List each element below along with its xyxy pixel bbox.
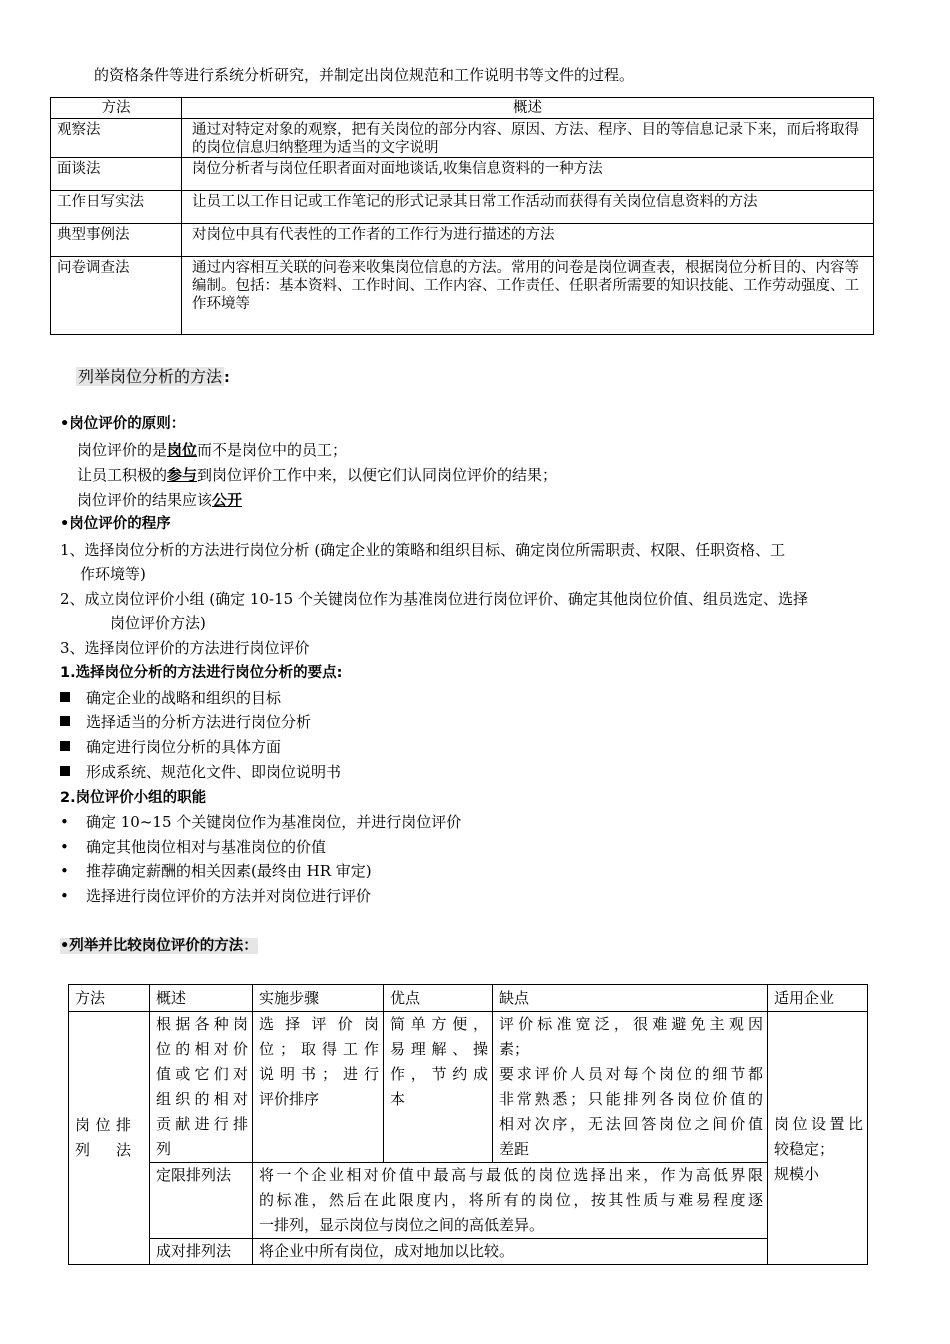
table-header-method: 方法 <box>51 98 182 119</box>
principle-3-a: 岗位评价的结果应该 <box>77 491 213 509</box>
table-row <box>69 1163 868 1239</box>
list-item-text: 确定 10~15 个关键岗位作为基准岗位，并进行岗位评价 <box>86 813 462 831</box>
list-item <box>60 688 281 708</box>
list-item-text: 确定进行岗位分析的具体方面 <box>86 738 282 756</box>
cell-line: 评价排序 <box>259 1090 320 1108</box>
bullet-dot-icon: • <box>60 838 69 856</box>
cell-line: 值或它们对 <box>156 1065 248 1083</box>
sub-method-desc <box>253 1163 768 1239</box>
table-row <box>51 119 874 158</box>
cell-line: 较稳定； <box>774 1140 835 1158</box>
table-row <box>51 257 874 335</box>
intro-text: 的资格条件等进行系统分析研究，并制定出岗位规范和工作说明书等文件的过程。 <box>94 66 635 84</box>
overview-cell <box>150 1012 253 1163</box>
col-header-overview: 概述 <box>150 985 253 1012</box>
principle-3-key: 公开 <box>212 491 243 509</box>
col-header-fit: 适用企业 <box>768 985 868 1012</box>
method-desc: 通过内容相互关联的问卷来收集岗位信息的方法。常用的问卷是岗位调查表，根据岗位分析目的、内容等编制。包括：基本资料、工作时间、工作内容、工作责任、任职者所需要的知识技能、工作劳动强度、工作环境等 <box>182 257 874 335</box>
list-item <box>60 762 341 782</box>
procedure-step-3: 3、选择岗位评价的方法进行岗位评价 <box>60 639 310 657</box>
method-desc: 通过对特定对象的观察，把有关岗位的部分内容、原因、方法、程序、目的等信息记录下来，而后将取得的岗位信息归纳整理为适当的文字说明 <box>182 119 874 158</box>
bullet-dot-icon: • <box>60 887 69 905</box>
cell-line: 组织的相对 <box>156 1090 248 1108</box>
principle-1-a: 岗位评价的是 <box>77 441 168 459</box>
cell-line: 作，节约成 <box>390 1065 488 1083</box>
cell-line: 将一个企业相对价值中最高与最低的岗位选择出来，作为高低界限 <box>259 1166 763 1184</box>
procedure-step-2: 2、成立岗位评价小组 (确定 10-15 个关键岗位作为基准岗位进行岗位评价、确定其他岗位价值、组员选定、选择 <box>60 590 808 608</box>
table-row <box>51 158 874 191</box>
method-name: 典型事例法 <box>51 224 182 257</box>
compare-heading-text: •列举并比较岗位评价的方法： <box>60 938 258 954</box>
col-header-pros: 优点 <box>384 985 493 1012</box>
list-item-text: 确定企业的战略和组织的目标 <box>86 689 282 707</box>
cell-line: 要求评价人员对每个岗位的细节都 <box>499 1065 763 1083</box>
method-desc: 岗位分析者与岗位任职者面对面地谈话,收集信息资料的一种方法 <box>182 158 874 191</box>
list-methods-heading-colon: : <box>224 370 230 386</box>
square-bullet-icon <box>60 741 70 751</box>
method-cell <box>69 1012 150 1265</box>
list-item-text: 推荐确定薪酬的相关因素(最终由 HR 审定) <box>86 862 372 880</box>
cell-line: 位；取得工作 <box>259 1040 379 1058</box>
square-bullet-icon <box>60 766 70 776</box>
cell-line: 非常熟悉；只能排列各岗位价值的 <box>499 1090 763 1108</box>
list-item <box>60 737 281 757</box>
method-desc: 对岗位中具有代表性的工作者的工作行为进行描述的方法 <box>182 224 874 257</box>
col-header-method: 方法 <box>69 985 150 1012</box>
cell-line: 简单方便， <box>390 1015 488 1033</box>
cell-line: 的标准，然后在此限度内，将所有的岗位，按其性质与难易程度逐 <box>259 1191 763 1209</box>
cell-line: 差距 <box>499 1140 530 1158</box>
principle-1 <box>77 440 347 460</box>
cell-line: 根据各种岗 <box>156 1015 248 1033</box>
method-name: 面谈法 <box>51 158 182 191</box>
bullet-dot-icon: • <box>60 813 69 831</box>
list-item-text: 选择适当的分析方法进行岗位分析 <box>86 713 312 731</box>
method-name: 问卷调查法 <box>51 257 182 335</box>
square-bullet-icon <box>60 692 70 702</box>
job-evaluation-methods-table <box>68 984 868 1265</box>
principles-heading: •岗位评价的原则： <box>60 416 186 432</box>
cell-line: 本 <box>390 1090 406 1108</box>
table-row <box>69 1239 868 1265</box>
list-item-text: 形成系统、规范化文件、即岗位说明书 <box>86 763 342 781</box>
table-row <box>51 224 874 257</box>
points-heading: 1.选择岗位分析的方法进行岗位分析的要点: <box>60 665 343 681</box>
cell-line: 易理解、操 <box>390 1040 488 1058</box>
principle-2-key: 参与 <box>167 466 198 484</box>
table-row <box>51 191 874 224</box>
cell-line: 列 <box>156 1140 172 1158</box>
list-item <box>60 837 326 857</box>
principle-3 <box>77 490 242 510</box>
method-name: 岗位排列法 <box>75 1116 131 1159</box>
method-name: 工作日写实法 <box>51 191 182 224</box>
list-item-text: 选择进行岗位评价的方法并对岗位进行评价 <box>86 887 372 905</box>
duties-heading: 2.岗位评价小组的职能 <box>60 790 207 806</box>
list-methods-heading-text: 列举岗位分析的方法 <box>78 367 223 386</box>
bullet-dot-icon: • <box>60 862 69 880</box>
method-desc: 让员工以工作日记或工作笔记的形式记录其日常工作活动而获得有关岗位信息资料的方法 <box>182 191 874 224</box>
cell-line: 说明书；进行 <box>259 1065 379 1083</box>
procedure-step-2-cont: 岗位评价方法) <box>110 614 206 632</box>
list-item <box>60 886 371 906</box>
cell-line: 贡献进行排 <box>156 1115 248 1133</box>
table-header-overview: 概述 <box>182 98 874 119</box>
list-item <box>60 712 311 732</box>
list-methods-heading <box>76 366 230 389</box>
procedure-heading: •岗位评价的程序 <box>60 516 171 532</box>
col-header-steps: 实施步骤 <box>253 985 384 1012</box>
cell-line: 选择评价岗 <box>259 1015 379 1033</box>
cell-line: 岗位设置比 <box>774 1115 863 1133</box>
principle-1-c: 而不是岗位中的员工； <box>197 441 348 459</box>
principle-2 <box>77 465 557 485</box>
cell-line: 评价标准宽泛，很难避免主观因 <box>499 1015 763 1033</box>
cell-line: 素； <box>499 1040 530 1058</box>
principle-1-key: 岗位 <box>167 441 198 459</box>
procedure-step-1: 1、选择岗位分析的方法进行岗位分析 (确定企业的策略和组织目标、确定岗位所需职责、权限、任职资格、工 <box>60 541 786 559</box>
cell-line: 一排列，显示岗位与岗位之间的高低差异。 <box>259 1216 545 1234</box>
cell-line: 相对次序，无法回答岗位之间价值 <box>499 1115 763 1133</box>
sub-method-name: 定限排列法 <box>150 1163 253 1239</box>
list-item-text: 确定其他岗位相对与基准岗位的价值 <box>86 838 327 856</box>
principle-2-c: 到岗位评价工作中来，以便它们认同岗位评价的结果； <box>197 466 558 484</box>
sub-method-desc: 将企业中所有岗位，成对地加以比较。 <box>253 1239 768 1265</box>
col-header-cons: 缺点 <box>493 985 768 1012</box>
cell-line: 位的相对价 <box>156 1040 248 1058</box>
job-analysis-methods-table <box>50 97 874 335</box>
square-bullet-icon <box>60 716 70 726</box>
steps-cell <box>253 1012 384 1163</box>
list-item <box>60 861 372 881</box>
sub-method-name: 成对排列法 <box>150 1239 253 1265</box>
fit-cell <box>768 1012 868 1265</box>
cons-cell <box>493 1012 768 1163</box>
table-header-row <box>69 985 868 1012</box>
principle-2-a: 让员工积极的 <box>77 466 168 484</box>
cell-line: 规模小 <box>774 1165 820 1183</box>
method-name: 观察法 <box>51 119 182 158</box>
compare-heading <box>60 936 258 956</box>
procedure-step-1-cont: 作环境等) <box>80 565 146 583</box>
pros-cell <box>384 1012 493 1163</box>
list-item <box>60 812 461 832</box>
table-row <box>69 1012 868 1163</box>
